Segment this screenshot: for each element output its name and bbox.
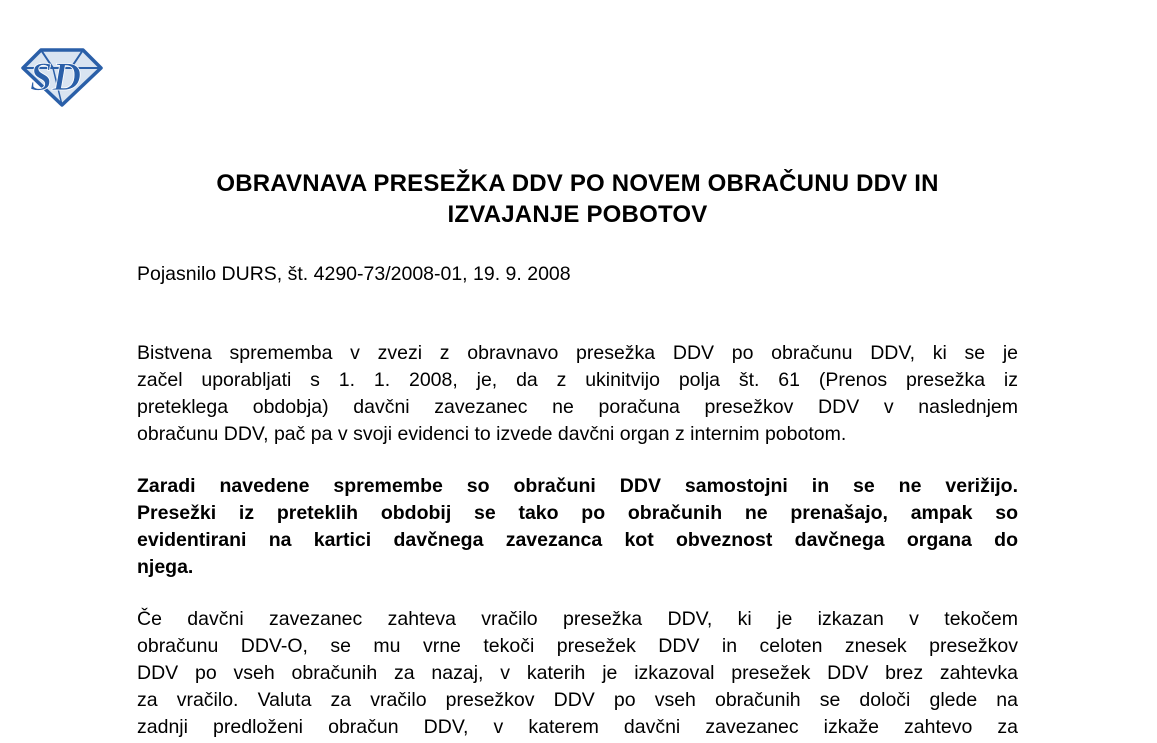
text-line: obračunu DDV-O, se mu vrne tekoči presežek DDV in celoten znesek presežkov (137, 635, 1018, 657)
paragraph-intro (137, 340, 1018, 448)
text-line: IZVAJANJE POBOTOV (447, 201, 708, 228)
text-line: Zaradi navedene spremembe so obračuni DDV samostojni in se ne verižijo. (137, 475, 1018, 497)
text-line: njega. (137, 556, 194, 578)
text-line: za vračilo. Valuta za vračilo presežkov DDV po vseh obračunih se določi glede na (137, 689, 1018, 711)
text-line: evidentirani na kartici davčnega zavezanca kot obveznost davčnega organa do (137, 529, 1018, 551)
paragraph-bold-emphasis (137, 473, 1018, 581)
text-line: DDV po vseh obračunih za nazaj, v katerih je izkazoval presežek DDV brez zahtevka (137, 662, 1018, 684)
text-line: Bistvena sprememba v zvezi z obravnavo presežka DDV po obračunu DDV, ki se je (137, 342, 1018, 364)
text-line: preteklega obdobja) davčni zavezanec ne poračuna presežkov DDV v naslednjem (137, 396, 1018, 418)
sd-diamond-logo-icon (18, 46, 106, 108)
diamond-gem-icon (18, 46, 106, 108)
document-title (137, 168, 1018, 230)
document-subtitle: Pojasnilo DURS, št. 4290-73/2008-01, 19. 9. 2008 (137, 263, 571, 285)
text-line: začel uporabljati s 1. 1. 2008, je, da z ukinitvijo polja št. 61 (Prenos presežka iz (137, 369, 1018, 391)
text-line: OBRAVNAVA PRESEŽKA DDV PO NOVEM OBRAČUNU DDV IN (216, 170, 939, 197)
paragraph-refund-rules (137, 606, 1018, 741)
logo-letters: SD (30, 54, 82, 99)
text-line: zadnji predloženi obračun DDV, v katerem davčni zavezanec izkaže zahtevo za (137, 716, 1018, 738)
text-line: Če davčni zavezanec zahteva vračilo presežka DDV, ki je izkazan v tekočem (137, 608, 1018, 630)
text-line: obračunu DDV, pač pa v svoji evidenci to izvede davčni organ z internim pobotom. (137, 423, 847, 445)
text-line: Presežki iz preteklih obdobij se tako po obračunih ne prenašajo, ampak so (137, 502, 1018, 524)
